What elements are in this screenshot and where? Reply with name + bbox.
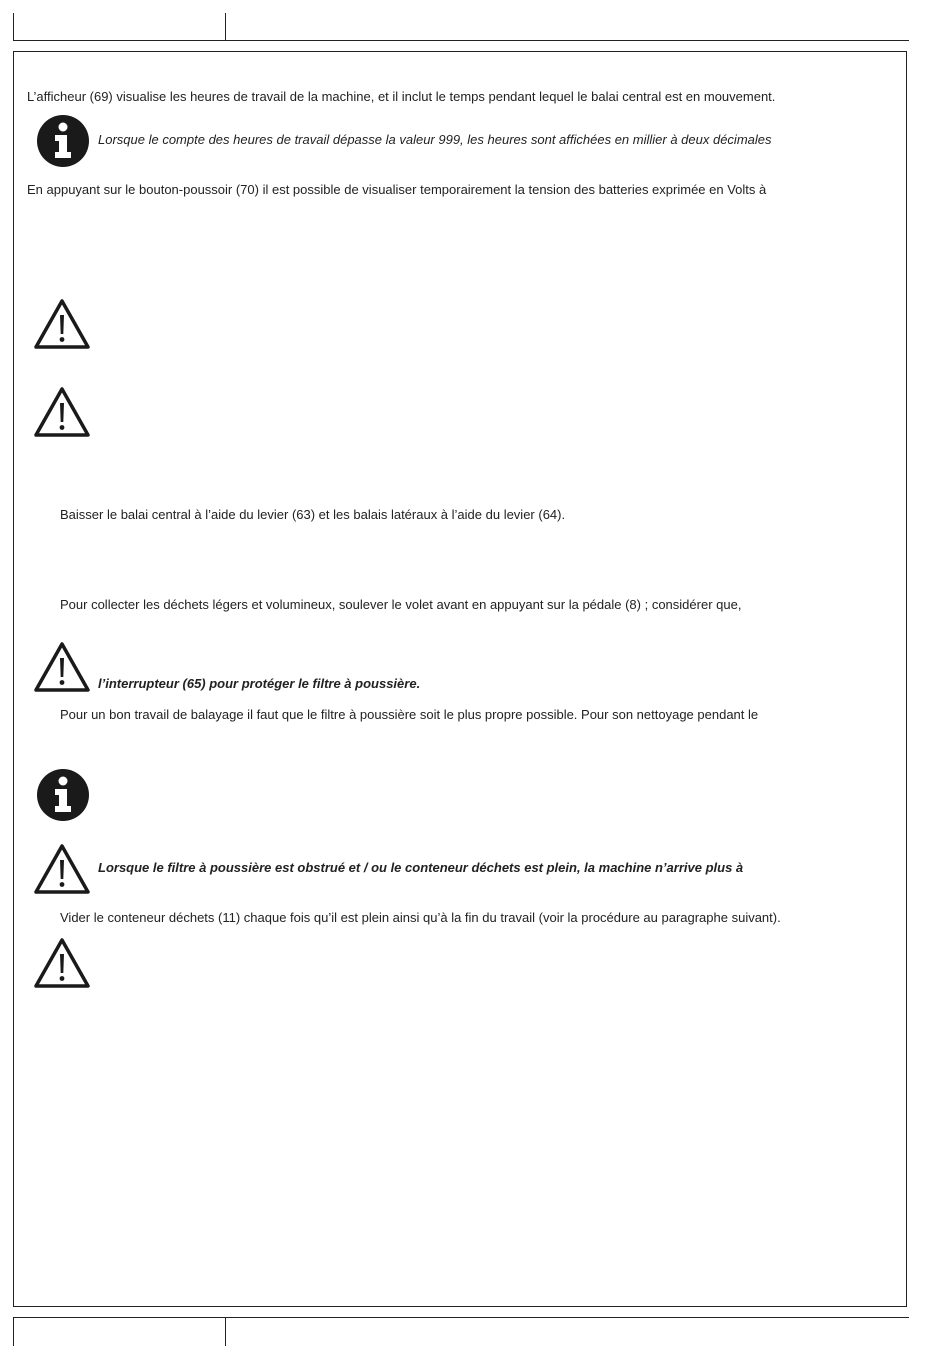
header-frame-line xyxy=(13,40,909,41)
header-frame-left xyxy=(13,13,14,41)
paragraph-collecter-dechets: Pour collecter les déchets légers et volumineux, soulever le volet avant en appuyant sur la pédale (8) ; considérer que, xyxy=(60,597,742,612)
info-icon xyxy=(34,768,92,822)
footer-frame-line xyxy=(13,1317,909,1318)
paragraph-bouton-poussoir: En appuyant sur le bouton-poussoir (70) il est possible de visualiser temporairement la tension des batteries exprimée en Volts à xyxy=(27,182,767,197)
note-heures-travail: Lorsque le compte des heures de travail dépasse la valeur 999, les heures sont affichées en millier à deux décimales xyxy=(98,132,772,147)
info-icon xyxy=(34,114,92,168)
warning-icon xyxy=(33,385,91,439)
header-frame-divider xyxy=(225,13,226,41)
warning-icon xyxy=(33,297,91,351)
warning-filtre-obstrue: Lorsque le filtre à poussière est obstrué et / ou le conteneur déchets est plein, la machine n’arrive plus à xyxy=(98,860,744,875)
warning-icon xyxy=(33,842,91,896)
footer-frame-divider xyxy=(225,1318,226,1346)
warning-interrupteur: l’interrupteur (65) pour protéger le filtre à poussière. xyxy=(98,676,421,691)
paragraph-vider-conteneur: Vider le conteneur déchets (11) chaque fois qu’il est plein ainsi qu’à la fin du travail (voir la procédure au paragraphe suivant). xyxy=(60,910,781,925)
warning-icon xyxy=(33,640,91,694)
footer-frame-left xyxy=(13,1318,14,1346)
warning-icon xyxy=(33,936,91,990)
paragraph-afficheur: L’afficheur (69) visualise les heures de travail de la machine, et il inclut le temps pendant lequel le balai central est en mouvement. xyxy=(27,89,776,104)
paragraph-filtre-poussiere: Pour un bon travail de balayage il faut que le filtre à poussière soit le plus propre possible. Pour son nettoyage pendant le xyxy=(60,707,759,722)
paragraph-baisser-balai: Baisser le balai central à l’aide du levier (63) et les balais latéraux à l’aide du levier (64). xyxy=(60,507,566,522)
